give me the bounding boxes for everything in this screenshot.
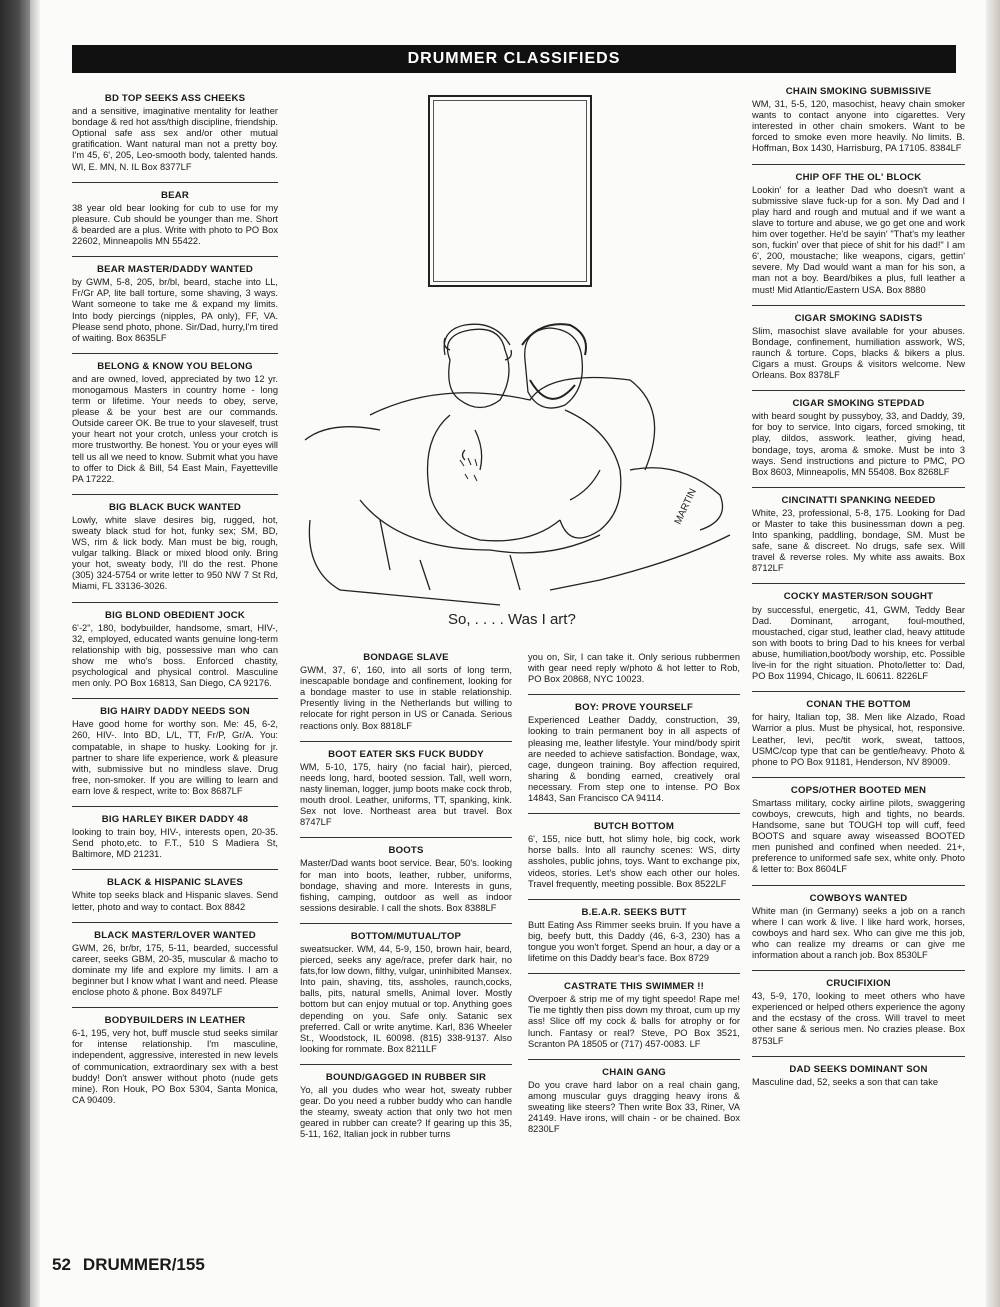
ad-title: BIG HARLEY BIKER DADDY 48 [101,813,249,825]
ad-body: Slim, masochist slave available for your abuses. Bondage, confinement, humiliation asswork, WS, raunch & torture. Cops, blacks & bikers a plus. Cigars a must. Groups & visitors welcome. New Orleans. Box 8378LF [752,325,965,381]
ad-body: and a sensitive, imaginative mentality for leather bondage & red hot ass/thigh discipline, friendship. Optional safe ass sex and/or other mutual gratification. Want natural man not a pretty boy. I'm 45, 6', 205, Leo-smooth body, talented hands. WI, E. MN, N. IL Box 8377LF [72,106,278,172]
ad-body: Lookin' for a leather Dad who doesn't want a submissive slave fuck-up for a son. My Dad and I play hard and rough and mutual and if we want a slave to torture and abuse, we go get one and work him over together. He'd be sayin' "That's my leather son, fuckin' over that piece of shit for his dad!" I am 6', 200, moustache; like weapons, cigars, gettin' severe. My Dad would want a man for his son, a man not a boy. Beard/bikes a plus, full leather a must! Mid Atlantic/Eastern USA. Box 8880 [752,184,965,295]
classified-ad [300,741,512,829]
ad-title: BELONG & KNOW YOU BELONG [97,360,253,372]
ad-title: CIGAR SMOKING SADISTS [794,312,923,324]
classified-ad [300,1064,512,1141]
empty-photo-frame [428,95,592,287]
ad-body: and are owned, loved, appreciated by two 12 yr. monogamous Masters in country home - long term or lifetime. Your needs to obey, serve, please & be your best are our commands. Outside career OK. Be true to your slaveself, trust your heart not your crotch, unless your crotch is more trustworthy. Be honest. You or your eyes will tell us all we need to know. Submit what you have to offer to Dick & Bill, 54 East Main, Fayetteville PA 17222. [72,373,278,484]
ad-title: BIG HAIRY DADDY NEEDS SON [100,706,250,718]
ad-title: BD TOP SEEKS ASS CHEEKS [104,93,246,104]
ad-title: COPS/OTHER BOOTED MEN [790,784,927,796]
ad-body: WM, 5-10, 175, hairy (no facial hair), pierced, needs long, hard, booted session. Tall, well worn, nasty lineman, logger, jump boots make cock throb, mouth drool. Leather, uniforms, TT, spanking, kink. Sex not love. Northeast area but travel. Box 8747LF [300,761,512,828]
column-3 [528,652,740,1144]
ad-body: GWM, 26, br/br, 175, 5-11, bearded, successful career, seeks GBM, 20-35, muscular & macho to dominate my life and explore my limits. I am a beginner but I know what I want and need. Please enclose photo & phone. Box 8497LF [72,942,278,998]
ad-title: COWBOYS WANTED [809,892,908,904]
ad-body: Overpoer & strip me of my tight speedo! Rape me! Tie me tightly then piss down my throat, cum up my ass! Slice off my cock & balls for atrophy or for lunch. Fantasy or real? Steve, PO Box 3521, Scranton PA 18505 or (717) 457-0083. LF [528,994,740,1049]
ad-title: BOY: PROVE YOURSELF [574,702,694,714]
figure-right-beard [522,324,586,399]
column-1 [72,93,278,1115]
ad-title: CASTRATE THIS SWIMMER !! [564,981,704,993]
classified-ad [528,973,740,1050]
classified-ad [752,390,965,478]
classified-ad [528,1059,740,1136]
classified-ad [72,922,278,999]
ad-body: by successful, energetic, 41, GWM, Teddy Bear Dad. Dominant, arrogant, foul-mouthed, moustached, cigar stud, leather clad, heavy attitude son with boots to bring Dad to his knees for verbal abuse, humiliation,boot/body worship, etc. Possible live-in for the right situation. Photo/letter to: Dad, PO Box 11994, Chicago, IL 60611. 8226LF [752,604,965,682]
classified-ad [72,698,278,797]
classified-ad [528,694,740,804]
ad-body: GWM, 37, 6', 160, into all sorts of long term, inescapable bondage and confinement, looking for a bondage master to use in stable relationship. Presently living in the Netherlands but willing to relocate for right person in US or Canada. Serious reactions only. Box 8818LF [300,665,512,731]
classified-ad [752,487,965,575]
figure-left-head [448,329,510,407]
classified-ad [752,305,965,382]
continued-ad-text: you on, Sir, I can take it. Only serious rubbermen with gear need reply w/photo & hot letter to Rob, PO Box 20868, NYC 10023. [528,652,740,685]
column-4 [752,86,965,1097]
ad-title: CRUCIFIXION [826,978,891,990]
ad-title: DAD SEEKS DOMINANT SON [789,1063,928,1075]
classified-ad [300,652,512,732]
ad-title: CHIP OFF THE OL' BLOCK [795,171,922,183]
classified-ad [528,899,740,964]
cartoon-caption: So, . . . . Was I art? [448,611,576,628]
ad-body: with beard sought by pussyboy, 33, and Daddy, 39, for boy to service. Into cigars, forced smoking, tit play, dildos, asswork. leather, giving head, bondage, toys, aroma & smoke. Must be into 3 ways. Send instructions and picture to PMC, PO Box 8603, Minneapolis, MN 55408. Box 8268LF [752,411,965,477]
classified-ad [752,583,965,682]
ad-body: White top seeks black and Hispanic slaves. Send letter, photo and way to contact. Box 8842 [72,890,278,912]
ad-body: Experienced Leather Daddy, construction, 39, looking to train permanent boy in all aspects of pleasing me, leather lifestyle. Your mind/body spirit are needed to achieve satisfaction. Bondage, wax, cage, dungeon training. Boy affection required, sharing & bonding earned, creatively oral necessary. From step one to intense. PO Box 14843, San Francisco CA 94114. [528,715,740,804]
classified-ad [72,494,278,593]
artist-signature: MARTIN [672,487,699,527]
ad-title: COCKY MASTER/SON SOUGHT [783,591,934,603]
ad-title: BOTTOM/MUTUAL/TOP [350,930,462,942]
page-gutter [30,0,40,1307]
classified-ad [752,1056,965,1088]
classified-ad [752,970,965,1047]
ad-body: 6'-2", 180, bodybuilder, handsome, smart, HIV-, 32, employed, educated wants genuine long-term relationship with big, possessive man who can show me who's boss. Enforced chastity, psychological and physical control. Masculine men only. PO Box 16813, San Diego, CA 92176. [72,622,278,689]
classified-ad [72,353,278,485]
ad-body: WM, 31, 5-5, 120, masochist, heavy chain smoker wants to contact anyone into cigarettes. Very interested in other chain smokers. Want to be forced to smoke even more heavily. No limits. B. Hoffman, Box 1430, Harrisburg, PA 17105. 8384LF [752,99,965,154]
classified-ad [528,813,740,890]
page-number: 52 [52,1255,71,1274]
ad-body: Lowly, white slave desires big, rugged, hot, sweaty black stud for hot, funky sex; SM, BD, WS, rim & lick body. Man must be big, rough, vulgar talking. Black or mixed blood only. Bring your hot, sweaty body, I'll do the rest. Phone (305) 324-5754 or write letter to 950 NW 7 St Rd, Miami, FL 33136-3026. [72,514,278,592]
issue-label: DRUMMER/155 [82,1255,205,1274]
ad-body: Have good home for worthy son. Me: 45, 6-2, 260, HIV-. Into BD, L/L, TT, Fr/P, Gr/A. You: compatable, in shape to husky. Looking for jr. partner to share life experience, work & pleasure with, submissive but no mindless slave. Drug free, non-smoker. If you are willing to learn and earn love & respect, write to: Box 8687LF [72,719,278,796]
sheet [360,500,600,590]
ad-body: Do you crave hard labor on a real chain gang, among muscular guys dragging heavy irons & sweating like steers? Then write Box 33, Riner, VA 24149. Have irons, will chain - or be chained. Box 8230LF [528,1079,740,1135]
bed-outline [305,427,730,605]
ad-body: Butt Eating Ass Rimmer seeks bruin. If you have a big, beefy butt, this Daddy (46, 6-3, 230) has a tongue you won't forget. Spend an hour, a day or a lifetime on this Daddy bear's face. Box 8729 [528,919,740,964]
page-edge [986,0,1000,1307]
classified-ad [752,777,965,876]
ad-title: B.E.A.R. SEEKS BUTT [581,906,687,918]
classified-ad [300,837,512,914]
chest-hair [460,458,477,481]
classified-ad [72,602,278,690]
ad-body: looking to train boy, HIV-, interests open, 20-35. Send photo,etc. to F.T., 510 S Madiera St, Baltimore, MD 21231. [72,827,278,860]
ad-body: 6', 155, nice butt, hot slimy hole, big cock, work horse balls. Into all raunchy scenes: WS, dirty assholes, public johns, toys. Want to exchange pix, videos, stories. Let's show each other our holes. Travel frequently, meeting possible. Box 8522LF [528,834,740,889]
ad-body: Masculine dad, 52, seeks a son that can take [752,1076,939,1087]
ad-title: BODYBUILDERS IN LEATHER [104,1015,246,1027]
page-footer [52,1255,217,1275]
page-binding [0,0,30,1307]
ad-body: 6-1, 195, very hot, buff muscle stud seeks similar for intense relationship. I'm masculine, independent, aggressive, interested in new levels of communication, extraordinary sex with a best buddy! Don't answer without photo (nude gets mine). Ron Houk, PO Box 5304, Santa Monica, CA 90409. [72,1028,278,1105]
figure-right-body [560,410,621,538]
classified-ad [752,86,965,155]
ad-title: BEAR MASTER/DADDY WANTED [97,264,253,276]
ad-body: Master/Dad wants boot service. Bear, 50's. looking for man into boots, leather, rubber, uniforms, bondage, shaving and more. Interests in guns, fishing, camping, outdoor as well as indoor sessions desirable. I call the shots. Box 8388LF [300,858,512,913]
ad-title: BEAR [161,189,189,201]
classified-ad [72,806,278,860]
pillow [370,378,655,471]
cartoon-illustration [300,320,740,610]
section-header: DRUMMER CLASSIFIEDS [72,45,956,73]
column-3-ads [528,694,740,1135]
ad-title: BIG BLACK BUCK WANTED [108,501,242,513]
ad-body: by GWM, 5-8, 205, br/bl, beard, stache into LL, Fr/Gr AP, lite ball torture, some shaving, 3 ways. Want someone to take me & expand my limits. Into body piercings (nipples, PA only), FF, VA. Please send photo, phone. Sir/Dad, hurry,I'm tired of waiting. Box 8635LF [72,277,278,343]
ad-title: BLACK MASTER/LOVER WANTED [94,929,256,941]
classified-ad [72,93,278,173]
classified-ad [752,691,965,768]
classified-ad [300,923,512,1055]
ad-title: CHAIN GANG [602,1066,666,1078]
ad-body: sweatsucker. WM, 44, 5-9, 150, brown hair, beard, pierced, seeks any age/race, prefer dark hair, no fats,for low down, filthy, vulgar, uninhibited Mansex. Into pain, shaving, tits, assholes, raunch,cocks, balls, pits, natural smells, Animal lover. Mostly bottom but can enjoy mutual or top. Anything goes depending on you. Safe only. Satanic sex preferred. Call or write anytime. Karl, 836 Wheeler St., Woodstock, IL 60098. (815) 338-9137. Also looking for rommate. Box 8211LF [300,943,512,1054]
ad-title: BONDAGE SLAVE [363,652,449,663]
figure-left-body [428,415,561,541]
classified-ad [72,182,278,247]
ad-title: CINCINATTI SPANKING NEEDED [781,494,936,506]
classified-ad [72,256,278,344]
ad-title: BIG BLOND OBEDIENT JOCK [105,609,245,621]
ad-title: CIGAR SMOKING STEPDAD [792,398,925,410]
ad-body: 43, 5-9, 170, looking to meet others who have experienced or helped others experience the agony and the ecstasy of the cross. Will travel to meet other sane & serious men. No crazies please. Box 8753LF [752,991,965,1046]
ad-title: CONAN THE BOTTOM [806,699,911,711]
ad-title: CHAIN SMOKING SUBMISSIVE [785,86,932,97]
ad-title: BUTCH BOTTOM [593,821,675,833]
classified-ad [72,869,278,912]
ad-body: White, 23, professional, 5-8, 175. Looking for Dad or Master to take this businessman down a peg. Into spanking, paddling, bondage, SM. Must be safe, sane & discreet. No drugs, safe sex. Will travel & reverse roles. My white ass awaits. Box 8712LF [752,507,965,574]
classified-ad [752,885,965,962]
classified-ad [72,1007,278,1106]
ad-title: BOOT EATER SKS FUCK BUDDY [328,748,484,760]
column-2 [300,652,512,1149]
ad-body: Yo, all you dudes who wear hot, sweaty rubber gear. Do you need a rubber buddy who can handle the steamy, sweaty action that only two hot men geared in rubber can create? If gearing up this 35, 5-11, 162, Italian jock in rubber turns [300,1085,512,1140]
ad-title: BOOTS [388,845,424,857]
ad-body: White man (in Germany) seeks a job on a ranch where I can work & live. I like hard work, horses, cowboys and hard sex. Who can give me this job, who can realize my dreams or can give me information about a ranch job. Box 8530LF [752,905,965,960]
ad-title: BOUND/GAGGED IN RUBBER SIR [325,1071,487,1083]
ad-body: Smartass military, cocky airline pilots, swaggering cowboys, crewcuts, high and tights, no beards. Handsome, sane but TOUGH top will cuff, feed BOOTS and square away wiseassed BOOTED men punished and confined when needed. 21+, preference to uniformed safe sex, white only. Photo & letter to: Box 8604LF [752,797,965,875]
ad-body: 38 year old bear looking for cub to use for my pleasure. Cub should be younger than me. Short & bearded are a plus. Write with photo to PO Box 22602, Minneapolis MN 55422. [72,202,278,247]
ad-body: for hairy, Italian top, 38. Men like Alzado, Road Warrior a plus. Must be physical, hot, responsive. Leather, levi, pec/tit work, sweat, tattoos, USMC/cop type that can be gentle/heavy. Photo & phone to PO Box 91181, Henderson, NV 89009. [752,712,965,767]
ad-title: BLACK & HISPANIC SLAVES [107,877,243,889]
classified-ad [752,164,965,296]
